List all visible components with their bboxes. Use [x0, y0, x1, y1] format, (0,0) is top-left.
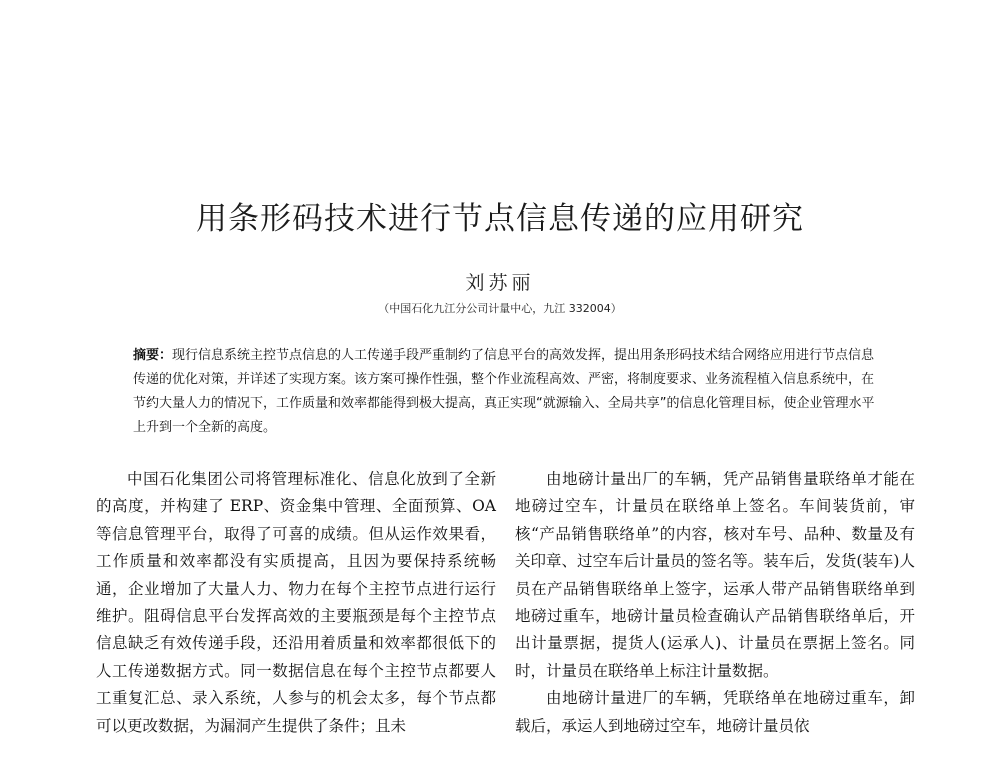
author-name: 刘苏丽: [465, 272, 535, 294]
body-right-column: [515, 466, 915, 740]
paper-title: 用条形码技术进行节点信息传递的应用研究: [196, 201, 804, 237]
abstract: [133, 344, 881, 440]
body-paragraph: 由地磅计量进厂的车辆，凭联络单在地磅过重车，卸载后，承运人到地磅过空车，地磅计量员依: [515, 689, 915, 735]
author-affiliation: （中国石化九江分公司计量中心，九江 332004）: [378, 302, 622, 315]
body-paragraph: 中国石化集团公司将管理标准化、信息化放到了全新的高度，并构建了 ERP、资金集中管理、全面预算、OA 等信息管理平台，取得了可喜的成绩。但从运作效果看，工作质量和效率都没有实质提高，且因为要保持系统畅通，企业增加了大量人力、物力在每个主控节点进行运行维护。阻碍信息平台发挥高效的主要瓶颈是每个主控节点信息缺乏有效传递手段，还沿用着质量和效率都很低下的人工传递数据方式。同一数据信息在每个主控节点都要人工重复汇总、录入系统，人参与的机会太多，每个节点都可以更改数据，为漏洞产生提供了条件；且未: [96, 470, 496, 735]
body-paragraph: 由地磅计量出厂的车辆，凭产品销售量联络单才能在地磅过空车，计量员在联络单上签名。车间装货前，审核“产品销售联络单”的内容，核对车号、品种、数量及有关印章、过空车后计量员的签名等。装车后，发货(装车)人员在产品销售联络单上签字，运承人带产品销售联络单到地磅过重车，地磅计量员检查确认产品销售联络单后，开出计量票据，提货人(运承人)、计量员在票据上签名。同时，计量员在联络单上标注计量数据。: [515, 470, 915, 680]
abstract-label: 摘要：: [133, 348, 173, 363]
abstract-text: 现行信息系统主控节点信息的人工传递手段严重制约了信息平台的高效发挥，提出用条形码技术结合网络应用进行节点信息传递的优化对策，并详述了实现方案。该方案可操作性强，整个作业流程高效、严密，将制度要求、业务流程植入信息系统中，在节约大量人力的情况下，工作质量和效率都能得到极大提高，真正实现“就源输入、全局共享”的信息化管理目标，使企业管理水平上升到一个全新的高度。: [133, 348, 875, 435]
body-left-column: [96, 466, 496, 740]
